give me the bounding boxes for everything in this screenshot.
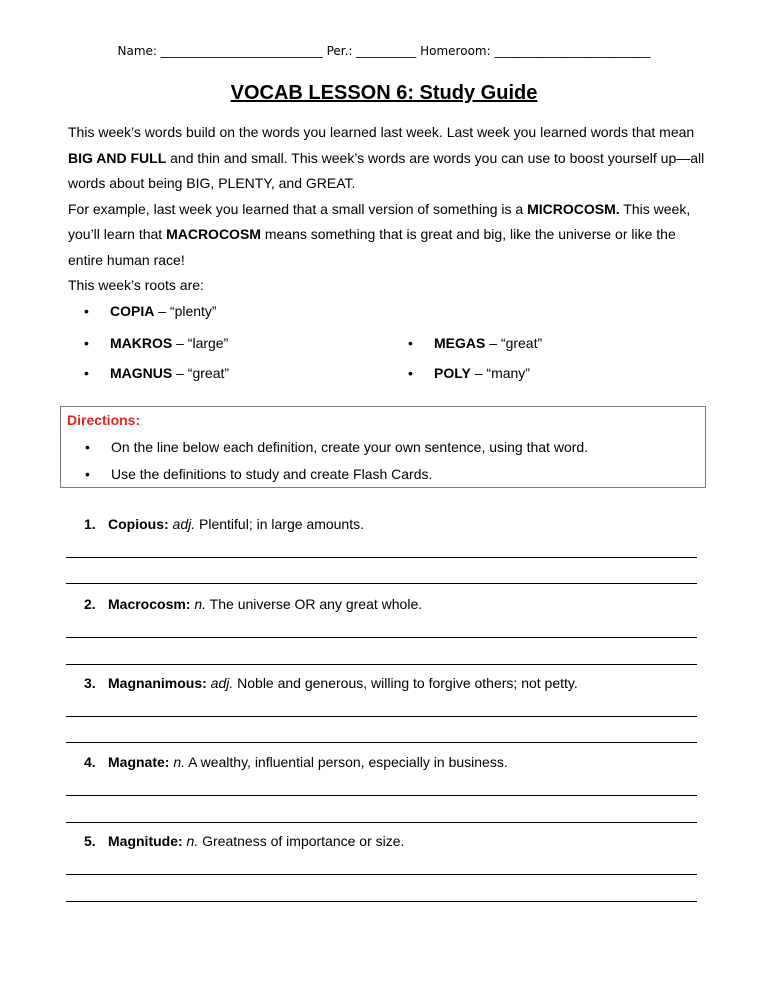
intro-text	[68, 120, 708, 299]
vocab-definition: Greatness of importance or size.	[198, 833, 405, 849]
intro-text-part: This week, you’ll learn that	[68, 200, 691, 242]
student-info-line: Name: ___________________________ Per.: __________ Homeroom: __________________________	[117, 44, 651, 58]
directions-box	[60, 406, 706, 488]
intro-text-part: This week’s words build on the words you learned last week. Last week you learned words that mean	[68, 124, 695, 140]
vocab-word: Macrocosm:	[108, 596, 191, 612]
intro-bold-microcosm: MICROCOSM.	[527, 200, 620, 217]
vocab-number: 3.	[84, 675, 96, 691]
vocab-part-of-speech: n.	[194, 596, 207, 612]
vocab-part-of-speech: n.	[186, 833, 199, 849]
answer-line[interactable]	[66, 742, 697, 743]
intro-text-part: and thin and small. This week’s words are words you can use to boost yourself up—all words about being BIG, PLENTY, and GREAT.	[68, 149, 705, 191]
root-item	[408, 365, 530, 381]
root-meaning: – “large”	[172, 335, 229, 351]
intro-bold-macrocosm: MACROCOSM	[166, 226, 261, 242]
vocab-part-of-speech: adj.	[210, 675, 234, 691]
root-word: MAKROS	[110, 335, 173, 351]
directions-item	[85, 439, 588, 455]
root-meaning: – “great”	[485, 335, 543, 351]
vocab-part-of-speech: n.	[173, 754, 186, 770]
answer-line[interactable]	[66, 637, 697, 638]
root-item	[84, 335, 228, 351]
vocab-item-magnanimous	[84, 675, 578, 691]
vocab-word: Magnate:	[108, 754, 170, 770]
vocab-part-of-speech: adj.	[172, 516, 196, 532]
bullet-icon: •	[85, 439, 90, 455]
answer-line[interactable]	[66, 664, 697, 665]
vocab-definition: Plentiful; in large amounts.	[195, 516, 364, 532]
root-word: MAGNUS	[110, 365, 173, 381]
directions-item-text: On the line below each definition, create your own sentence, using that word.	[111, 439, 589, 455]
root-word: COPIA	[110, 303, 155, 319]
root-meaning: – “plenty”	[154, 303, 217, 319]
directions-item	[85, 466, 432, 482]
vocab-definition: A wealthy, influential person, especially in business.	[185, 754, 508, 770]
bullet-icon: •	[84, 335, 89, 351]
answer-line[interactable]	[66, 874, 697, 875]
directions-label: Directions:	[67, 412, 141, 428]
vocab-number: 4.	[84, 754, 96, 770]
page-title: VOCAB LESSON 6: Study Guide	[230, 82, 538, 104]
vocab-word: Magnanimous:	[108, 675, 207, 691]
intro-paragraph-2	[68, 197, 708, 274]
intro-text-part: means something that is great and big, like the universe or like the entire human race!	[68, 226, 676, 268]
vocab-item-macrocosm	[84, 596, 422, 612]
vocab-number: 5.	[84, 833, 96, 849]
vocab-item-magnitude	[84, 833, 404, 849]
bullet-icon: •	[408, 335, 413, 351]
intro-paragraph-3: This week’s roots are:	[68, 277, 204, 293]
vocab-word: Magnitude:	[108, 833, 183, 849]
root-item	[84, 303, 217, 319]
vocab-number: 2.	[84, 596, 96, 612]
intro-paragraph-1	[68, 120, 708, 197]
root-item	[84, 365, 229, 381]
answer-line[interactable]	[66, 583, 697, 584]
root-item	[408, 335, 542, 351]
bullet-icon: •	[85, 466, 90, 482]
root-meaning: – “great”	[172, 365, 230, 381]
answer-line[interactable]	[66, 716, 697, 717]
intro-bold-big-and-full: BIG AND FULL	[68, 149, 167, 166]
answer-line[interactable]	[66, 795, 697, 796]
root-meaning: – “many”	[470, 365, 530, 381]
directions-item-text: Use the definitions to study and create Flash Cards.	[111, 466, 433, 482]
root-word: MEGAS	[434, 335, 486, 351]
vocab-definition: Noble and generous, willing to forgive others; not petty.	[233, 675, 578, 691]
vocab-definition: The universe OR any great whole.	[206, 596, 423, 612]
vocab-number: 1.	[84, 516, 96, 532]
intro-text-part: For example, last week you learned that a small version of something is a	[68, 200, 528, 217]
bullet-icon: •	[84, 303, 89, 319]
root-word: POLY	[434, 365, 471, 381]
answer-line[interactable]	[66, 822, 697, 823]
answer-line[interactable]	[66, 901, 697, 902]
vocab-item-copious	[84, 516, 364, 532]
bullet-icon: •	[84, 365, 89, 381]
answer-line[interactable]	[66, 557, 697, 558]
vocab-word: Copious:	[108, 516, 169, 532]
vocab-item-magnate	[84, 754, 508, 770]
bullet-icon: •	[408, 365, 413, 381]
